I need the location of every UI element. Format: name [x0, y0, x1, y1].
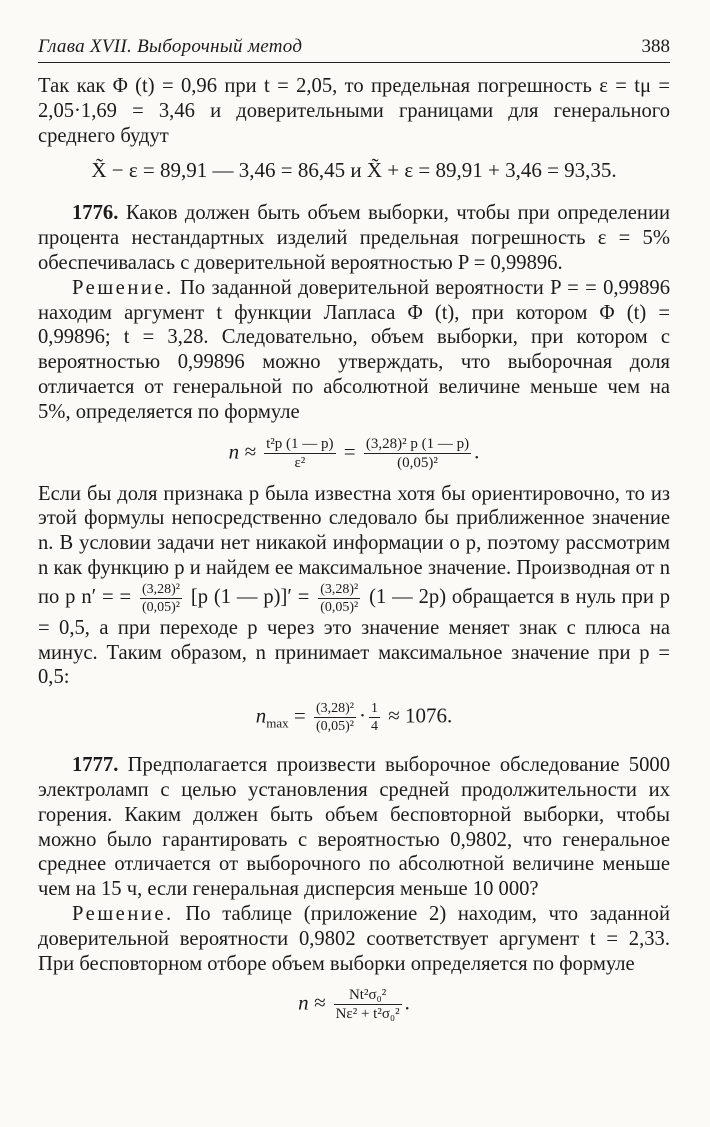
eq-equals: =: [343, 438, 356, 463]
numerator: t²p (1 — p): [266, 435, 334, 452]
eq-end: .: [404, 990, 410, 1015]
fraction: [318, 581, 360, 616]
eq-lhs: n: [255, 703, 267, 728]
denominator: (0,05)²: [315, 719, 354, 735]
page-body: [38, 74, 670, 1033]
paragraph-confidence-limits: Так как Φ (t) = 0,96 при t = 2,05, то предельная погрешность ε = tμ = 2,05·1,69 = 3,46 и доверительными границами для генерального среднего будут: [38, 75, 670, 147]
denominator: (0,05)²: [141, 599, 180, 615]
fraction: [364, 435, 471, 472]
denominator: (0,05)²: [397, 454, 438, 471]
numerator: 1: [370, 701, 378, 717]
fraction: [140, 581, 182, 616]
equation-interval: X̃ − ε = 89,91 — 3,46 = 86,45 и X̃ + ε = 89,91 + 3,46 = 93,35.: [91, 158, 617, 183]
problem-number: 1776.: [72, 202, 119, 225]
fraction: [334, 986, 402, 1023]
eq-lhs: n ≈: [228, 438, 256, 463]
paragraph-derivative: [38, 482, 670, 691]
eq-result: ≈ 1076.: [388, 703, 453, 728]
problem-text: Предполагается произвести выборочное обследование 5000 электроламп с целью установления средней продолжительности их горения. Каким должен быть объем бесповторной выборки, чтобы можно было гарантировать с вероятностью 0,9802, что генеральное среднее отличается от выборочного по абсолютной величине меньше чем на 15 ч, если генеральная дисперсия меньше 10 000?: [38, 754, 670, 901]
solution-1776: [38, 276, 670, 425]
running-header: [38, 36, 670, 63]
fraction: [314, 700, 356, 735]
equation-nonrepeat-sample: [38, 986, 670, 1023]
denominator: Nε² + t²σ₀²: [335, 1006, 400, 1023]
equation-nmax: [38, 700, 670, 735]
text-part: (1 — 2p) обращается в нуль при p = 0,5, а при переходе p через это значение меняет знак с плюса на минус. Таким образом, n принимает максимальное значение при p = 0,5:: [38, 585, 671, 689]
eq-subscript: max: [266, 715, 289, 731]
solution-1777: [38, 902, 670, 976]
problem-text: Каков должен быть объем выборки, чтобы при определении процента нестандартных изделий предельная погрешность ε = 5% обеспечивалась с доверительной вероятностью P = 0,99896.: [38, 202, 670, 274]
numerator: (3,28)²: [315, 701, 354, 717]
problem-1777: [38, 753, 670, 902]
numerator: (3,28)²: [320, 581, 359, 597]
denominator: ε²: [294, 454, 306, 471]
numerator: (3,28)²: [141, 581, 180, 597]
eq-end: .: [474, 438, 480, 463]
chapter-title: Глава XVII. Выборочный метод: [38, 36, 303, 57]
solution-label: Решение.: [72, 276, 174, 299]
text-part: [p (1 — p)]′ =: [190, 585, 310, 608]
solution-text: По таблице (приложение 2) находим, что заданной доверительной вероятности 0,9802 соответствует аргумент t = 2,33. При бесповторном отборе объем выборки определяется по формуле: [38, 902, 670, 975]
fraction: [264, 435, 335, 472]
denominator: 4: [370, 719, 378, 735]
numerator: Nt²σ₀²: [334, 986, 402, 1005]
page-number: 388: [641, 36, 670, 57]
numerator: (3,28)² p (1 — p): [365, 435, 470, 452]
problem-1776: [38, 201, 670, 275]
text-part: Если бы доля признака p была известна хотя бы ориентировочно, то из этой формулы непосредственно следовало бы приближенное значение n. В условии задачи нет никакой информации о p, поэтому рассмотрим n как функцию p и найдем ее максимальное значение. Производная от n по p n′ = =: [38, 482, 670, 608]
eq-equals: =: [293, 703, 306, 728]
eq-lhs: n ≈: [298, 990, 326, 1015]
solution-label: Решение.: [72, 902, 174, 925]
equation-sample-size: [38, 435, 670, 472]
denominator: (0,05)²: [320, 599, 359, 615]
fraction: [369, 700, 380, 735]
solution-text: По заданной доверительной вероятности P = = 0,99896 находим аргумент t функции Лапласа Φ (t), при котором Φ (t) = 0,99896; t = 3,28. Следовательно, объем выборки, при котором с вероятностью 0,99896 можно утверждать, что выборочная доля отличается от генеральной по абсолютной величине меньше чем на 5%, определяется по формуле: [38, 276, 670, 423]
problem-number: 1777.: [72, 754, 119, 777]
eq-dot: ·: [358, 703, 366, 728]
